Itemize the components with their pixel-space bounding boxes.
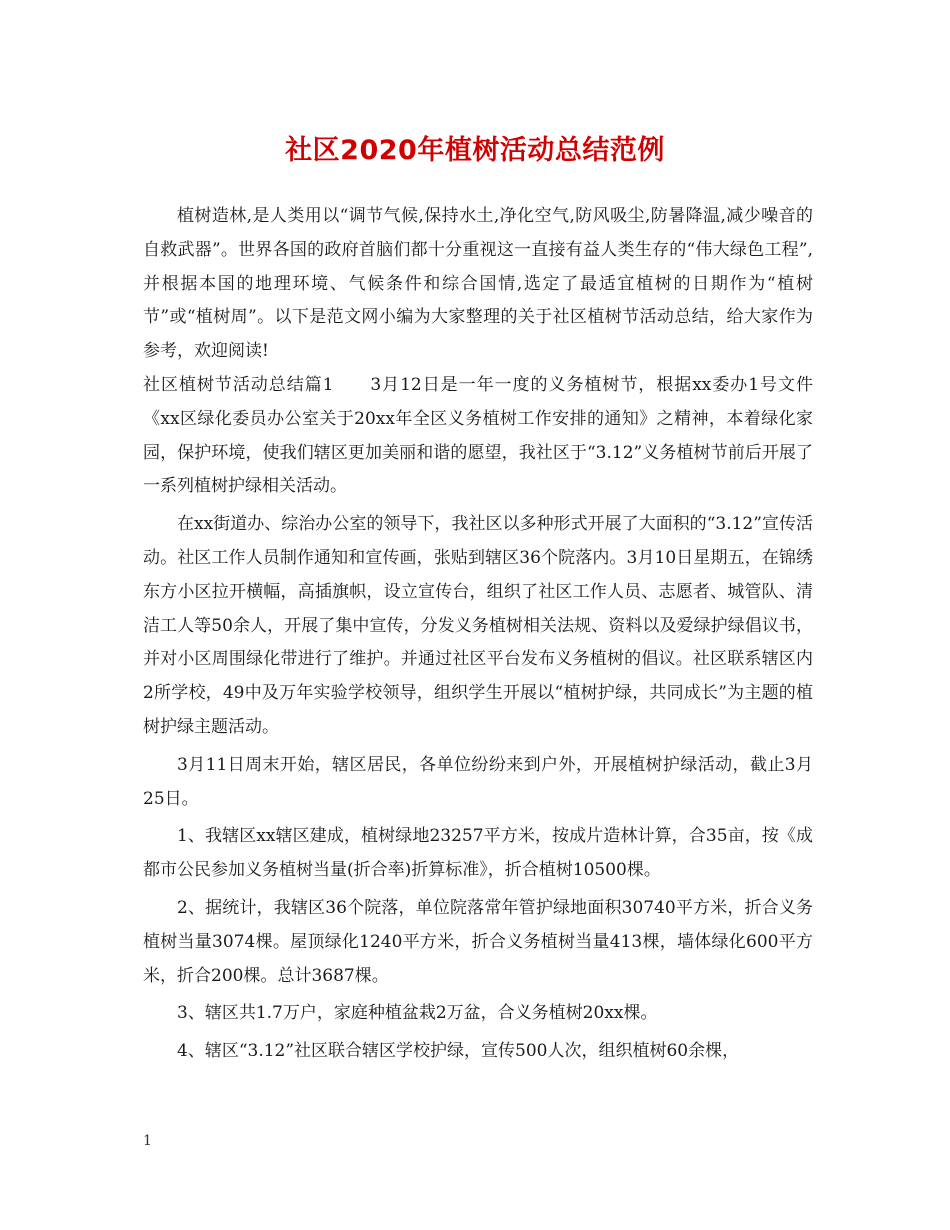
page-number: 1: [143, 1133, 152, 1149]
paragraph-item-2: 2、据统计，我辖区36个院落，单位院落常年管护绿地面积30740平方米，折合义务植树当量3074棵。屋顶绿化1240平方米，折合义务植树当量413棵，墙体绿化600平方米，折合200棵。总计3687棵。: [143, 897, 813, 986]
paragraph-intro: 植树造林,是人类用以“调节气候,保持水土,净化空气,防风吸尘,防暑降温,减少噪音的自救武器”。世界各国的政府首脑们都十分重视这一直接有益人类生存的“伟大绿色工程”,并根据本国的地理环境、气候条件和综合国情,选定了最适宜植树的日期作为“植树节”或“植树周”。以下是范文网小编为大家整理的关于社区植树节活动总结，给大家作为参考，欢迎阅读!: [143, 206, 813, 362]
paragraph-item-4: 4、辖区“3.12”社区联合辖区学校护绿，宣传500人次，组织植树60余棵，: [177, 1041, 740, 1062]
paragraph-section-1: 社区植树节活动总结篇1 3月12日是一年一度的义务植树节，根据xx委办1号文件《xx区绿化委员办公室关于20xx年全区义务植树工作安排的通知》之精神，本着绿化家园，保护环境，使我们辖区更加美丽和谐的愿望，我社区于“3.12”义务植树节前后开展了一系列植树护绿相关活动。: [143, 374, 813, 497]
document-title: 社区2020年植树活动总结范例: [285, 135, 665, 166]
paragraph-publicity: 在xx街道办、综治办公室的领导下，我社区以多种形式开展了大面积的“3.12”宣传活动。社区工作人员制作通知和宣传画，张贴到辖区36个院落内。3月10日星期五，在锦绣东方小区拉开横幅，高插旗帜，设立宣传台，组织了社区工作人员、志愿者、城管队、清洁工人等50余人，开展了集中宣传，分发义务植树相关法规、资料以及爱绿护绿倡议书，并对小区周围绿化带进行了维护。并通过社区平台发布义务植树的倡议。社区联系辖区内2所学校，49中及万年实验学校领导，组织学生开展以“植树护绿，共同成长”为主题的植树护绿主题活动。: [143, 514, 813, 737]
paragraph-item-1: 1、我辖区xx辖区建成，植树绿地23257平方米，按成片造林计算，合35亩，按《成都市公民参加义务植树当量(折合率)折算标准》，折合植树10500棵。: [143, 826, 813, 881]
paragraph-item-3: 3、辖区共1.7万户，家庭种植盆栽2万盆，合义务植树20xx棵。: [177, 1003, 658, 1024]
document-body: [143, 200, 813, 1069]
paragraph-activity-period: 3月11日周末开始，辖区居民，各单位纷纷来到户外，开展植树护绿活动，截止3月25日。: [143, 754, 813, 809]
